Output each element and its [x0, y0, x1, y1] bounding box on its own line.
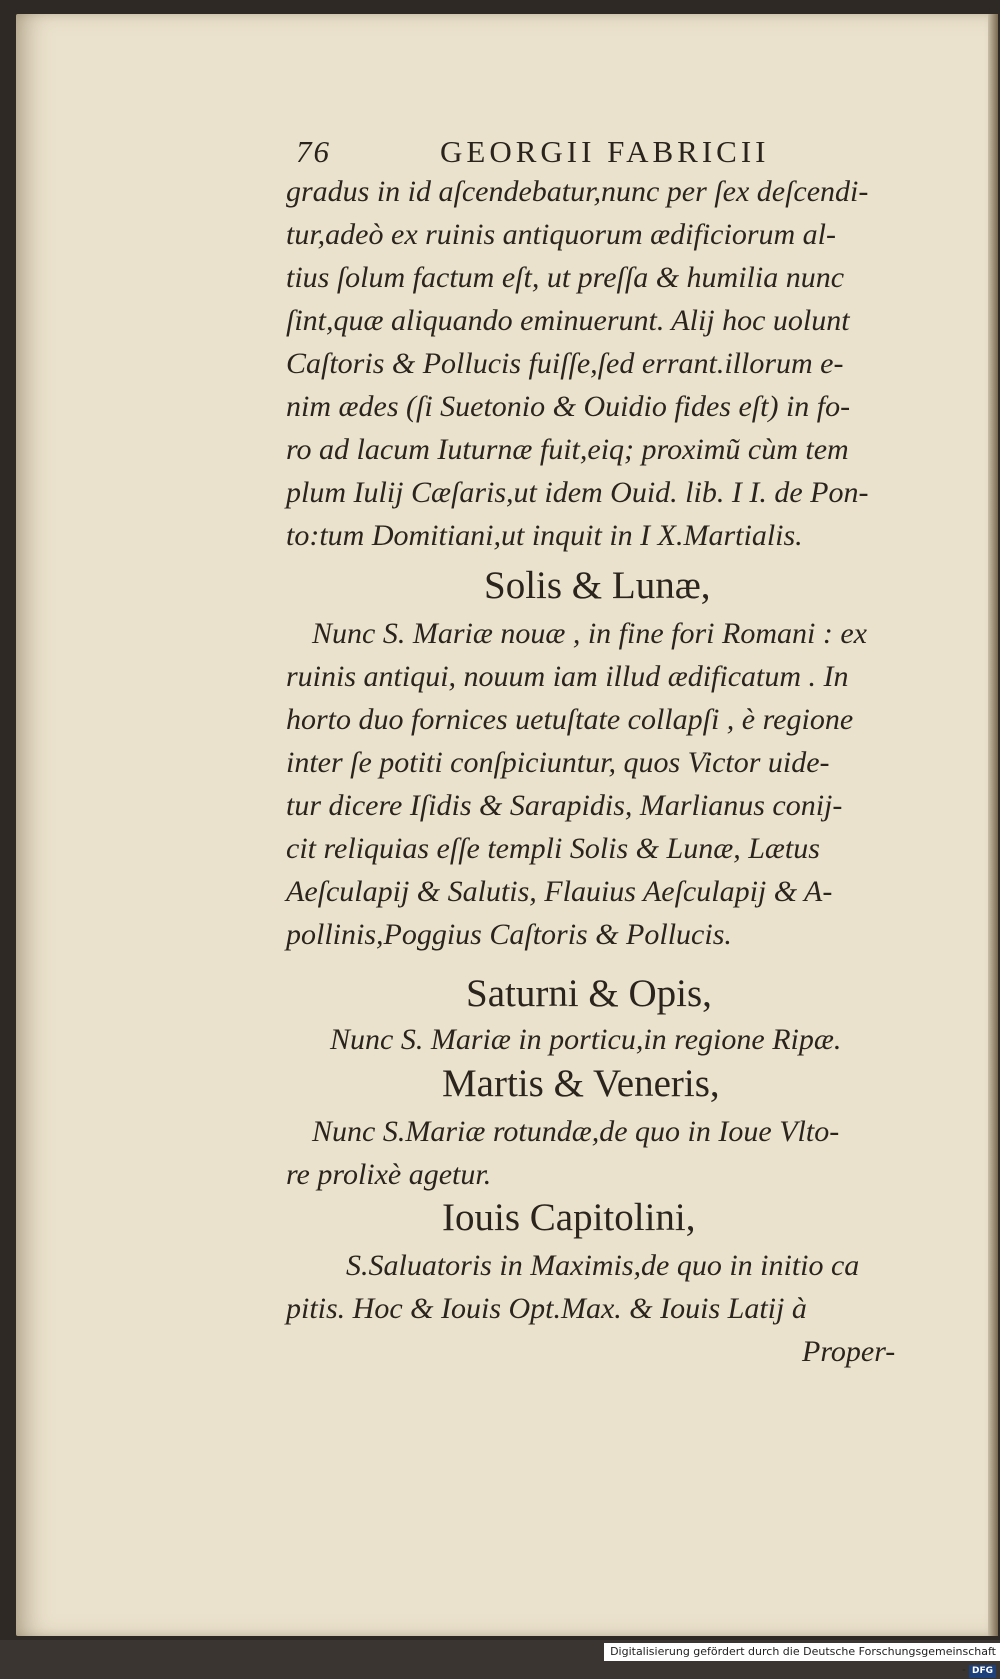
text-line: nim ædes (ſi Suetonio & Ouidio fides eſt) in fo- — [286, 390, 851, 423]
text-line: tius ſolum factum eſt, ut preſſa & humilia nunc — [286, 261, 845, 294]
text-line: to:tum Domitiani,ut inquit in I X.Martialis. — [286, 519, 803, 552]
text-line: horto duo fornices uetuſtate collapſi , è regione — [286, 703, 854, 736]
text-line: ſint,quæ aliquando eminuerunt. Alij hoc uolunt — [286, 304, 850, 337]
text-line: tur,adeò ex ruinis antiquorum ædificiorum al- — [286, 218, 836, 251]
text-line: inter ſe potiti conſpiciuntur, quos Victor uide- — [286, 746, 830, 779]
section-heading: Solis & Lunæ, — [484, 564, 711, 607]
text-line: plum Iulij Cæſaris,ut idem Ouid. lib. I I. de Pon- — [286, 476, 869, 509]
text-line: Nunc S. Mariæ nouæ , in fine fori Romani : ex — [312, 617, 867, 650]
dfg-logo: DFG — [969, 1665, 996, 1678]
page-number: 76 — [296, 134, 331, 169]
book-page — [16, 14, 998, 1636]
catchword: Proper- — [802, 1335, 896, 1368]
text-line: S.Saluatoris in Maximis,de quo in initio ca — [346, 1249, 860, 1282]
text-line: gradus in id aſcendebatur,nunc per ſex deſcendi- — [286, 175, 869, 208]
digitization-credit — [604, 1643, 1000, 1676]
credit-text: Digitalisierung gefördert durch die Deutsche Forschungsgemeinschaft - — [610, 1645, 996, 1676]
section-heading: Martis & Veneris, — [442, 1062, 720, 1105]
text-line: ro ad lacum Iuturnæ fuit,eiq; proximũ cùm tem — [286, 433, 849, 466]
text-line: Aeſculapij & Salutis, Flauius Aeſculapij & A- — [286, 875, 833, 908]
section-heading: Saturni & Opis, — [466, 972, 712, 1015]
text-line: pitis. Hoc & Iouis Opt.Max. & Iouis Latij à — [286, 1292, 807, 1325]
text-line: tur dicere Iſidis & Sarapidis, Marlianus conij- — [286, 789, 843, 822]
section-heading: Iouis Capitolini, — [442, 1196, 696, 1239]
text-line: Caſtoris & Pollucis fuiſſe,ſed errant.illorum e- — [286, 347, 844, 380]
page-header — [286, 134, 926, 174]
text-line: Nunc S. Mariæ in porticu,in regione Ripæ. — [330, 1023, 842, 1056]
text-line: Nunc S.Mariæ rotundæ,de quo in Ioue Vlto- — [312, 1115, 840, 1148]
text-line: pollinis,Poggius Caſtoris & Pollucis. — [286, 918, 732, 951]
text-line: cit reliquias eſſe templi Solis & Lunæ, Lætus — [286, 832, 820, 865]
text-line: ruinis antiqui, nouum iam illud ædificatum . In — [286, 660, 849, 693]
page-edge — [988, 14, 998, 1636]
text-line: re prolixè agetur. — [286, 1158, 492, 1191]
running-title: GEORGII FABRICII — [440, 134, 770, 169]
